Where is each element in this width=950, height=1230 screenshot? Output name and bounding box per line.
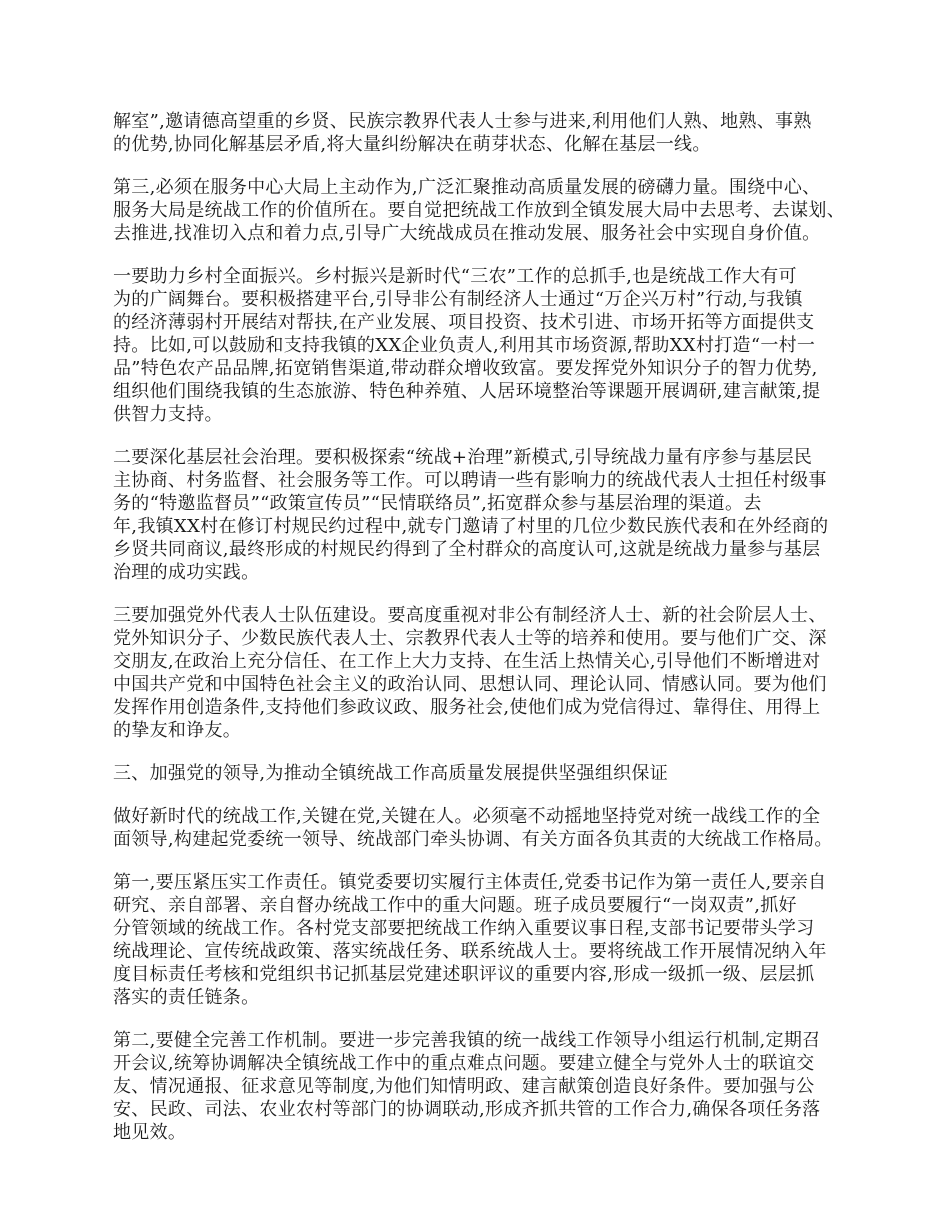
text-line: 开会议,统筹协调解决全镇统战工作中的重点难点问题。要建立健全与党外人士的联谊交 [113,1053,815,1074]
paragraph [113,110,950,156]
text-line: 持。比如,可以鼓励和支持我镇的XX企业负责人,利用其市场资源,帮助XX村打造“一村一 [113,335,816,356]
text-line: 一要助力乡村全面振兴。乡村振兴是新时代“三农”工作的总抓手,也是统战工作大有可 [113,266,797,287]
text-line: 做好新时代的统战工作,关键在党,关键在人。必须毫不动摇地坚持党对统一战线工作的全 [113,806,821,827]
text-line: 治理的成功实践。 [113,562,260,583]
text-line: 乡贤共同商议,最终形成的村规民约得到了全村群众的高度认可,这就是统战力量参与基层 [113,539,821,560]
text-line: 为的广阔舞台。要积极搭建平台,引导非公有制经济人士通过“万企兴万村”行动,与我镇 [113,289,803,310]
text-line: 供智力支持。 [113,404,223,425]
text-line: 友、情况通报、征求意见等制度,为他们知情明政、建言献策创造良好条件。要加强与公 [113,1076,815,1097]
text-line: 第三,必须在服务中心大局上主动作为,广泛汇聚推动高质量发展的磅礴力量。围绕中心、 [113,177,821,198]
text-line: 主协商、村务监督、社会服务等工作。可以聘请一些有影响力的统战代表人士担任村级事 [113,470,827,491]
text-line: 的经济薄弱村开展结对帮扶,在产业发展、项目投资、技术引进、市场开拓等方面提供支 [113,312,815,333]
text-line: 服务大局是统战工作的价值所在。要自觉把统战工作放到全镇发展大局中去思考、去谋划、 [113,200,845,221]
text-line: 党外知识分子、少数民族代表人士、宗教界代表人士等的培养和使用。要与他们广交、深 [113,628,827,649]
paragraph [113,1029,950,1144]
text-line: 统战理论、宣传统战政策、落实统战任务、联系统战人士。要将统战工作开展情况纳入年 [113,941,827,962]
paragraph [113,604,950,742]
text-line: 度目标责任考核和党组织书记抓基层党建述职评议的重要内容,形成一级抓一级、层层抓 [113,964,815,985]
text-line: 安、民政、司法、农业农村等部门的协调联动,形成齐抓共管的工作合力,确保各项任务落 [113,1099,821,1120]
text-line: 中国共产党和中国特色社会主义的政治认同、思想认同、理论认同、情感认同。要为他们 [113,674,827,695]
text-line: 年,我镇XX村在修订村规民约过程中,就专门邀请了村里的几位少数民族代表和在外经商的 [113,516,829,537]
text-line: 务的“特邀监督员”“政策宣传员”“民情联络员”,拓宽群众参与基层治理的渠道。去 [113,493,762,514]
paragraph [113,265,950,426]
text-line: 解室”,邀请德高望重的乡贤、民族宗教界代表人士参与进来,利用他们人熟、地熟、事熟 [113,111,812,132]
text-line: 面领导,构建起党委统一领导、统战部门牵头协调、有关方面各负其责的大统战工作格局。 [113,829,833,850]
text-line: 品”特色农产品品牌,拓宽销售渠道,带动群众增收致富。要发挥党外知识分子的智力优势, [113,358,818,379]
paragraph [113,871,950,1009]
text-line: 三要加强党外代表人士队伍建设。要高度重视对非公有制经济人士、新的社会阶层人士、 [113,605,827,626]
text-line: 第二,要健全完善工作机制。要进一步完善我镇的统一战线工作领导小组运行机制,定期召 [113,1030,821,1051]
text-line: 的优势,协同化解基层矛盾,将大量纠纷解决在萌芽状态、化解在基层一线。 [113,134,711,155]
text-line: 三、加强党的领导,为推动全镇统战工作高质量发展提供坚强组织保证 [113,763,669,784]
text-line: 二要深化基层社会治理。要积极探索“统战+治理”新模式,引导统战力量有序参与基层民 [113,447,813,468]
paragraph [113,176,950,245]
text-line: 分管领域的统战工作。各村党支部要把统战工作纳入重要议事日程,支部书记要带头学习 [113,918,815,939]
paragraph [113,762,950,785]
paragraph [113,446,950,584]
text-line: 去推进,找准切入点和着力点,引导广大统战成员在推动发展、服务社会中实现自身价值。 [113,223,821,244]
text-line: 第一,要压紧压实工作责任。镇党委要切实履行主体责任,党委书记作为第一责任人,要亲自 [113,872,827,893]
text-line: 地见效。 [113,1122,187,1143]
text-line: 发挥作用创造条件,支持他们参政议政、服务社会,使他们成为党信得过、靠得住、用得上 [113,697,821,718]
text-line: 研究、亲自部署、亲自督办统战工作中的重大问题。班子成员要履行“一岗双责”,抓好 [113,895,797,916]
text-line: 交朋友,在政治上充分信任、在工作上大力支持、在生活上热情关心,引导他们不断增进对 [113,651,821,672]
text-line: 的挚友和诤友。 [113,720,242,741]
text-line: 组织他们围绕我镇的生态旅游、特色种养殖、人居环境整治等课题开展调研,建言献策,提 [113,381,821,402]
paragraph [113,805,950,851]
text-line: 落实的责任链条。 [113,987,260,1008]
